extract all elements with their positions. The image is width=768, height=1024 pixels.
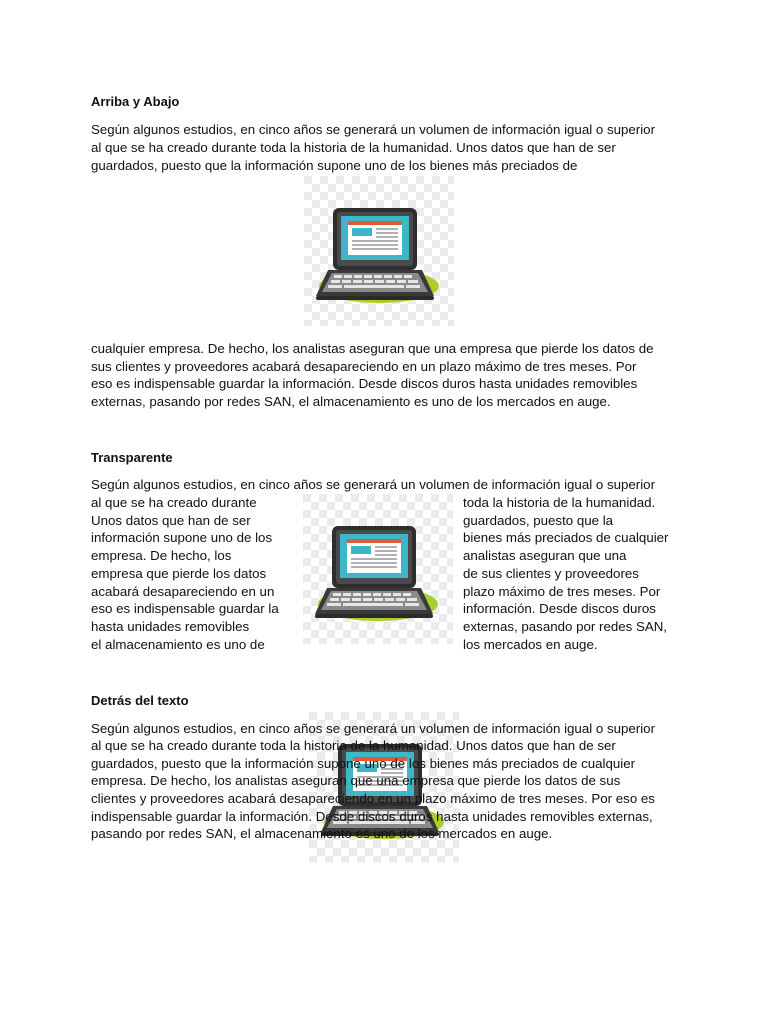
paragraph-line-right: guardados, puesto que la	[463, 513, 614, 528]
section-title-transparente: Transparente	[91, 450, 173, 465]
paragraph-line: externas, pasando por redes SAN, el almacenamiento es uno de los mercados en auge.	[91, 394, 611, 409]
paragraph-line-left: al que se ha creado durante	[91, 495, 257, 510]
section-title-detras-del-texto: Detrás del texto	[91, 693, 189, 708]
paragraph-line: al que se ha creado durante toda la historia de la humanidad. Unos datos que han de ser	[91, 140, 616, 155]
paragraph-line: Según algunos estudios, en cinco años se generará un volumen de información igual o superior	[91, 122, 656, 137]
paragraph-line-right: los mercados en auge.	[463, 637, 598, 652]
paragraph-line: empresa. De hecho, los analistas aseguran que una empresa que pierde los datos de sus	[91, 773, 621, 788]
paragraph-line: eso es indispensable guardar la información. Desde discos duros hasta unidades removibles	[91, 376, 638, 391]
paragraph-line-left: Unos datos que han de ser	[91, 513, 251, 528]
paragraph-line: Según algunos estudios, en cinco años se generará un volumen de información igual o superior	[91, 721, 656, 736]
paragraph-line-left: acabará desapareciendo en un	[91, 584, 275, 599]
laptop-icon	[304, 176, 454, 326]
laptop-image-transparent	[303, 494, 453, 644]
paragraph-line-left: empresa. De hecho, los	[91, 548, 232, 563]
paragraph-line: guardados, puesto que la información supone uno de los bienes más preciados de	[91, 158, 578, 173]
paragraph-line-right: externas, pasando por redes SAN,	[463, 619, 668, 634]
paragraph-line-right: información. Desde discos duros	[463, 601, 656, 616]
paragraph-line: guardados, puesto que la información supone uno de los bienes más preciados de cualquier	[91, 756, 636, 771]
paragraph-line-left: empresa que pierde los datos	[91, 566, 267, 581]
paragraph-line-left: el almacenamiento es uno de	[91, 637, 265, 652]
paragraph-line-right: de sus clientes y proveedores	[463, 566, 639, 581]
paragraph-line-left: eso es indispensable guardar la	[91, 601, 279, 616]
paragraph-line-right: analistas aseguran que una	[463, 548, 627, 563]
paragraph-line: indispensable guardar la información. Desde discos duros hasta unidades removibles externas,	[91, 809, 653, 824]
paragraph-line: al que se ha creado durante toda la historia de la humanidad. Unos datos que han de ser	[91, 738, 616, 753]
paragraph-line-left: información supone uno de los	[91, 530, 273, 545]
paragraph-line: cualquier empresa. De hecho, los analistas aseguran que una empresa que pierde los datos de	[91, 341, 654, 356]
section-title-arriba-y-abajo: Arriba y Abajo	[91, 94, 180, 109]
paragraph-line-left: hasta unidades removibles	[91, 619, 250, 634]
paragraph-line: pasando por redes SAN, el almacenamiento es uno de los mercados en auge.	[91, 826, 553, 841]
paragraph-line: Según algunos estudios, en cinco años se generará un volumen de información igual o superior	[91, 477, 656, 492]
paragraph-line: sus clientes y proveedores acabará desapareciendo en un plazo máximo de tres meses. Por	[91, 359, 637, 374]
laptop-image	[304, 176, 454, 326]
paragraph-line-right: bienes más preciados de cualquier	[463, 530, 669, 545]
laptop-icon	[303, 494, 453, 644]
paragraph-line-right: plazo máximo de tres meses. Por	[463, 584, 661, 599]
paragraph-line-right: toda la historia de la humanidad.	[463, 495, 656, 510]
paragraph-line: clientes y proveedores acabará desapareciendo en un plazo máximo de tres meses. Por eso es	[91, 791, 655, 806]
